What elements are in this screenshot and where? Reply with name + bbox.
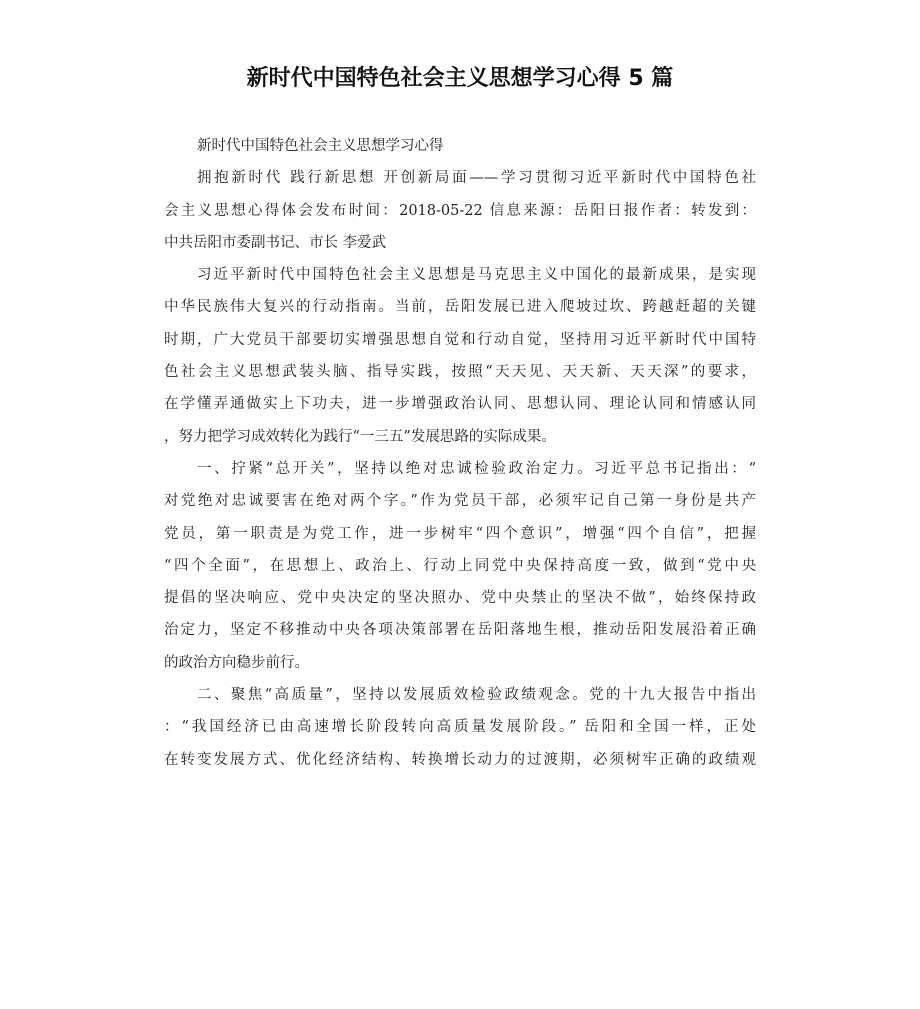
paragraph-line: ：“我国经济已由高速增长阶段转向高质量发展阶段。” 岳阳和全国一样，正处 bbox=[164, 719, 756, 736]
paragraph-line: ，努力把学习成效转化为践行“一三五”发展思路的实际成果。 bbox=[164, 428, 556, 445]
paragraph-line: 一、拧紧“总开关”，坚持以绝对忠诚检验政治定力。习近平总书记指出：“ bbox=[197, 460, 756, 477]
paragraph-line: 拥抱新时代 践行新思想 开创新局面——学习贯彻习近平新时代中国特色社 bbox=[197, 170, 756, 187]
paragraph-line: 中华民族伟大复兴的行动指南。当前，岳阳发展已进入爬坡过坎、跨越赶超的关键 bbox=[164, 299, 756, 316]
paragraph-line: 治定力，坚定不移推动中央各项决策部署在岳阳落地生根，推动岳阳发展沿着正确 bbox=[164, 622, 756, 639]
paragraph-line: “四个全面”，在思想上、政治上、行动上同党中央保持高度一致，做到“党中央 bbox=[164, 557, 756, 574]
paragraph-line: 提倡的坚决响应、党中央决定的坚决照办、党中央禁止的坚决不做”，始终保持政 bbox=[164, 590, 756, 607]
paragraph-line: 对党绝对忠诚要害在绝对两个字。”作为党员干部，必须牢记自己第一身份是共产 bbox=[164, 493, 756, 510]
document-title: 新时代中国特色社会主义思想学习心得 5 篇 bbox=[246, 66, 674, 91]
paragraph-line: 在转变发展方式、优化经济结构、转换增长动力的过渡期，必须树牢正确的政绩观 bbox=[164, 751, 756, 768]
paragraph-line: 会主义思想心得体会发布时间：2018-05-22 信息来源：岳阳日报作者：转发到： bbox=[164, 202, 756, 219]
paragraph-line: 二、聚焦“高质量”，坚持以发展质效检验政绩观念。党的十九大报告中指出 bbox=[197, 687, 756, 704]
paragraph-line: 时期，广大党员干部要切实增强思想自觉和行动自觉，坚持用习近平新时代中国特 bbox=[164, 331, 756, 348]
document-body bbox=[164, 130, 756, 776]
paragraph-line: 色社会主义思想武装头脑、指导实践，按照“天天见、天天新、天天深”的要求， bbox=[164, 364, 756, 381]
paragraph-line: 中共岳阳市委副书记、市长 李爱武 bbox=[164, 234, 387, 251]
paragraph-line: 在学懂弄通做实上下功夫，进一步增强政治认同、思想认同、理论认同和情感认同 bbox=[164, 396, 756, 413]
subtitle-line: 新时代中国特色社会主义思想学习心得 bbox=[197, 138, 444, 154]
paragraph-line: 党员，第一职责是为党工作，进一步树牢“四个意识”，增强“四个自信”，把握 bbox=[164, 525, 756, 542]
paragraph-line: 的政治方向稳步前行。 bbox=[164, 654, 309, 671]
paragraph-line: 习近平新时代中国特色社会主义思想是马克思主义中国化的最新成果，是实现 bbox=[197, 267, 756, 284]
